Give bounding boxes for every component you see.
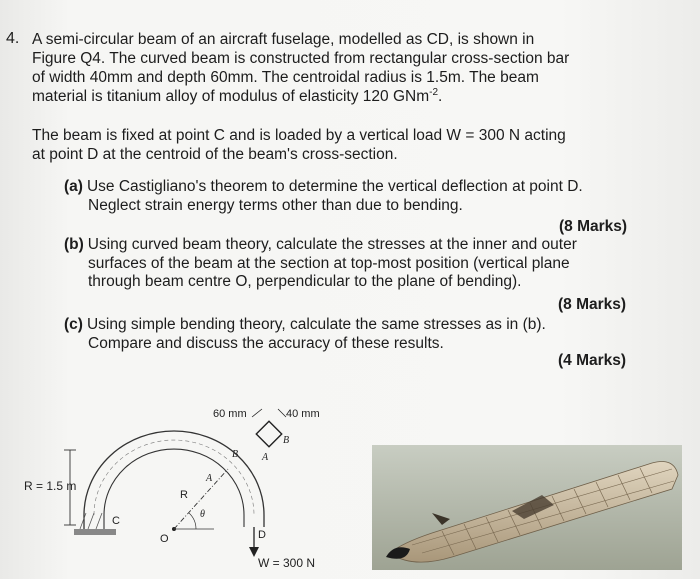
curved-beam bbox=[84, 431, 264, 515]
part-a-line: Neglect strain energy terms other than due to bending. bbox=[88, 196, 463, 214]
load-label: W = 300 N bbox=[258, 556, 316, 570]
intro-line: material is titanium alloy of modulus of elasticity 120 GNm bbox=[32, 88, 430, 105]
modulus-unit-exponent: -2 bbox=[429, 86, 439, 98]
question-intro bbox=[32, 30, 672, 106]
section-point-b-label: B bbox=[283, 435, 290, 446]
beam-diagram bbox=[0, 395, 380, 579]
part-b-marks: (8 Marks) bbox=[558, 296, 627, 313]
fixed-support-icon bbox=[74, 513, 116, 535]
point-a-inner-label: A bbox=[206, 473, 213, 484]
part-a-marks: (8 Marks) bbox=[559, 218, 628, 235]
part-c-label: (c) bbox=[64, 316, 83, 333]
part-c-marks: (4 Marks) bbox=[558, 352, 627, 369]
radius-label: R = 1.5 m bbox=[24, 479, 77, 493]
cross-section-icon bbox=[252, 409, 286, 447]
part-c-line: Using simple bending theory, calculate the same stresses as in (b). bbox=[86, 316, 546, 333]
r-symbol-label: R bbox=[180, 489, 188, 501]
part-a-line: Use Castigliano's theorem to determine the vertical deflection at point D. bbox=[86, 178, 583, 195]
question-number: 4. bbox=[6, 30, 20, 47]
intro-line: Figure Q4. The curved beam is constructed from rectangular cross-section bar bbox=[32, 50, 570, 67]
part-b-line: Using curved beam theory, calculate the stresses at the inner and outer bbox=[87, 236, 577, 253]
part-b bbox=[64, 236, 644, 292]
part-a bbox=[64, 178, 644, 215]
intro-line: of width 40mm and depth 60mm. The centroidal radius is 1.5m. The beam bbox=[32, 69, 539, 86]
origin-label: O bbox=[160, 533, 169, 545]
intro-line: A semi-circular beam of an aircraft fuselage, modelled as CD, is shown in bbox=[32, 31, 535, 48]
load-line: The beam is fixed at point C and is loaded by a vertical load W = 300 N acting bbox=[32, 127, 566, 144]
part-b-label: (b) bbox=[64, 236, 84, 253]
theta-label: θ bbox=[200, 509, 205, 520]
dim-width-label: 40 mm bbox=[286, 408, 320, 420]
part-b-line: surfaces of the beam at the section at top-most position (vertical plane bbox=[88, 254, 570, 272]
angle-arc bbox=[189, 513, 196, 529]
intro-period: . bbox=[438, 88, 443, 105]
load-description bbox=[32, 126, 672, 164]
point-b-label: B bbox=[232, 449, 239, 460]
intro-line-modulus bbox=[32, 87, 672, 106]
part-a-label: (a) bbox=[64, 178, 83, 195]
point-d-label: D bbox=[258, 529, 266, 541]
point-a-label: A bbox=[262, 452, 269, 463]
part-c bbox=[64, 316, 644, 353]
part-c-line: Compare and discuss the accuracy of these results. bbox=[88, 334, 444, 352]
dim-depth-label: 60 mm bbox=[213, 408, 247, 420]
fuselage-photo bbox=[372, 445, 682, 570]
load-line: at point D at the centroid of the beam's cross-section. bbox=[32, 146, 398, 163]
point-c-label: C bbox=[112, 515, 120, 527]
part-b-line: through beam centre O, perpendicular to the plane of bending). bbox=[88, 273, 522, 290]
